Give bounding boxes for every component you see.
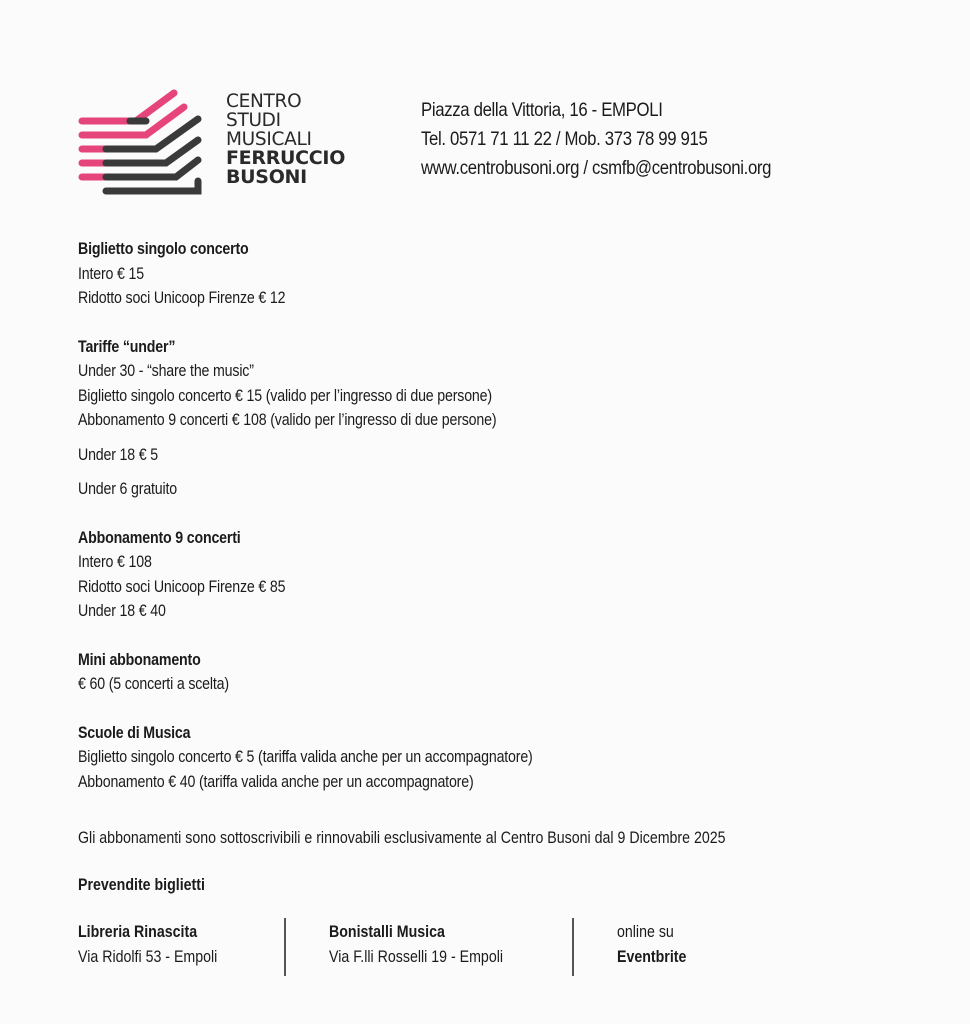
price-line: Biglietto singolo concerto € 5 (tariffa valida anche per un accompagnatore) bbox=[78, 748, 533, 766]
price-line: Intero € 15 bbox=[78, 264, 144, 283]
section-abbonamento-9 bbox=[78, 526, 533, 624]
section-biglietto-singolo bbox=[78, 237, 533, 311]
shop-bonistalli-musica bbox=[329, 920, 503, 970]
price-line: Biglietto singolo concerto € 15 (valido per l’ingresso di due persone) bbox=[78, 386, 492, 405]
section-scuole-musica bbox=[78, 721, 533, 795]
contact-block bbox=[421, 96, 771, 183]
section-mini-abbonamento bbox=[78, 648, 533, 697]
price-line: Under 18 € 5 bbox=[78, 445, 158, 464]
shop-online bbox=[617, 920, 686, 970]
shop-libreria-rinascita bbox=[78, 920, 217, 970]
divider bbox=[572, 918, 574, 976]
price-line: Under 18 € 40 bbox=[78, 602, 166, 620]
shop-online-label: online su bbox=[617, 923, 674, 941]
shops-row bbox=[78, 918, 938, 980]
logo-text bbox=[226, 92, 345, 187]
divider bbox=[284, 918, 286, 976]
logo-line-musicali: MUSICALI bbox=[226, 129, 312, 150]
logo-line-busoni: BUSONI bbox=[226, 166, 307, 188]
price-line: Intero € 108 bbox=[78, 553, 152, 571]
shop-address: Via F.lli Rosselli 19 - Empoli bbox=[329, 948, 504, 966]
section-title: Tariffe “under” bbox=[78, 337, 176, 356]
logo-stripes-icon bbox=[78, 88, 208, 203]
logo-line-ferruccio: FERRUCCIO bbox=[226, 147, 346, 169]
section-title: Biglietto singolo concerto bbox=[78, 240, 249, 258]
subscription-note: Gli abbonamenti sono sottoscrivibili e rinnovabili esclusivamente al Centro Busoni dal 9 Dicembre 2025 bbox=[78, 829, 726, 847]
section-title: Scuole di Musica bbox=[78, 723, 191, 742]
contact-address: Piazza della Vittoria, 16 - EMPOLI bbox=[421, 99, 663, 121]
pricing-list bbox=[78, 237, 533, 818]
contact-phone: Tel. 0571 71 11 22 / Mob. 373 78 99 915 bbox=[421, 128, 708, 150]
price-line: Ridotto soci Unicoop Firenze € 85 bbox=[78, 577, 286, 596]
contact-web[interactable]: www.centrobusoni.org / csmfb@centrobusoni.org bbox=[421, 157, 772, 179]
section-title: Abbonamento 9 concerti bbox=[78, 528, 241, 547]
logo bbox=[78, 88, 368, 198]
price-line: Abbonamento € 40 (tariffa valida anche per un accompagnatore) bbox=[78, 772, 474, 791]
shop-name: Bonistalli Musica bbox=[329, 923, 445, 941]
price-line: € 60 (5 concerti a scelta) bbox=[78, 675, 229, 693]
price-line: Abbonamento 9 concerti € 108 (valido per l’ingresso di due persone) bbox=[78, 411, 497, 429]
section-title: Mini abbonamento bbox=[78, 650, 201, 669]
price-line: Under 6 gratuito bbox=[78, 480, 178, 498]
prevendite-heading: Prevendite biglietti bbox=[78, 876, 205, 894]
price-line: Ridotto soci Unicoop Firenze € 12 bbox=[78, 289, 286, 307]
shop-address: Via Ridolfi 53 - Empoli bbox=[78, 948, 218, 966]
logo-line-centro: CENTRO bbox=[226, 91, 302, 112]
logo-line-studi: STUDI bbox=[226, 110, 281, 131]
price-line: Under 30 - “share the music” bbox=[78, 362, 254, 380]
shop-name: Libreria Rinascita bbox=[78, 923, 198, 941]
section-tariffe-under bbox=[78, 335, 533, 502]
eventbrite-link[interactable]: Eventbrite bbox=[617, 948, 687, 966]
